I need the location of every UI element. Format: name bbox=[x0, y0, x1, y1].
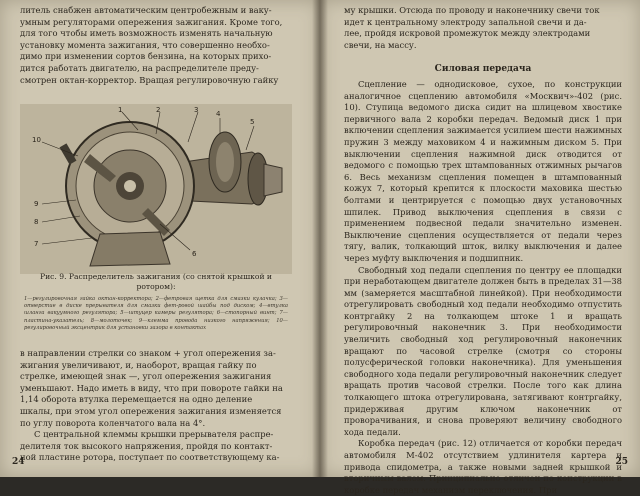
text-line: 1,14 оборота втулка перемещается на одно деление bbox=[20, 394, 253, 405]
figure-caption bbox=[24, 272, 288, 292]
text-line: смотрен октан-корректор. Вращая регулировочную гайку bbox=[20, 74, 279, 85]
text-line: идет к центральному электроду запальной свечи и да- bbox=[344, 16, 587, 27]
section-heading: Силовая передача bbox=[434, 64, 532, 74]
figure-label: 5 bbox=[250, 118, 255, 126]
text-line: му крышки. Отсюда по проводу и наконечнику свечи ток bbox=[344, 5, 600, 15]
text-line: по углу поворота коленчатого вала на 4°. bbox=[20, 417, 206, 428]
distributor-illustration bbox=[20, 104, 292, 274]
text-line: ной пластине ротора, поступает по соответствующему ка- bbox=[20, 452, 280, 463]
left-bottom-text bbox=[20, 348, 292, 464]
paragraph: Коробка передач (рис. 12) отличается от коробки передач автомобиля М-402 отсутствием удлинителя картера и привода спидометра, а также новыми задней крышкой и вторичным валом. Принципиально отличен по конструкции в коробке передач механизм переключения. При bbox=[344, 438, 622, 495]
right-main-text bbox=[344, 79, 622, 496]
paragraph: Сцепление — однодисковое, сухое, по конструкции аналогичное сцеплению автомобиля «Москвич»-402 (рис. 10). Ступица ведомого диска сидит на шлицевом хвостике первичного вала 2 коробки передач. Ведомый диск 1 при включении сцепления зажимается усилием шести нажимных пружин 3 между маховиком 4 и нажимным диском 5. При выключении сцепления нажимной диск отводится от ведомого с помощью трех штампованных отжимных рычагов 6. Весь механизм сцепления помещен в штампованный кожух 7, который крепится к плоскости маховика шестью болтами и центрируется с помощью двух установочных шпилек. Привод выключения сцепления в связи с применением подвесной педали значительно изменен. Выключение сцепления осуществляется от педали через тягу, валик, толкающий шток, вилку выключения и далее через муфту выключения и подшипник. bbox=[344, 79, 622, 263]
figure-label: 9 bbox=[34, 200, 39, 208]
paragraph: Свободный ход педали сцепления по центру ее площадки при неработающем двигателе должен быть в пределах 31—38 мм (замеряется масштабной линейкой). При необходимости отрегулировать свободный ход педали необходимо отпустить контргайку 2 на толкающем штоке 1 и вращать регулировочный наконечник 3. При необходимости увеличить свободный ход регулировочный наконечник вращают по часовой стрелке (смотря со стороны полусферической головки наконечника). Для уменьшения свободного хода педали регулировочный наконечник следует вращать против часовой стрелки. После того как длина толкающего штока отрегулирована, затягивают контргайку, придерживая другим ключом наконечник от проворачивания, и снова проверяют величину свободного хода педали. bbox=[344, 264, 622, 437]
text-line: лее, пройдя искровой промежуток между электродами bbox=[344, 28, 591, 39]
distributor-drawing bbox=[20, 104, 292, 274]
text-line: С центральной клеммы крышки прерывателя распре- bbox=[34, 429, 274, 440]
text-line: литель снабжен автоматическим центробежным и ваку- bbox=[20, 5, 272, 15]
text-line: шкалы, при этом угол опережения зажигания изменяется bbox=[20, 405, 282, 416]
caption-line: Рис. 9. Распределитель зажигания (со снятой крышкой и bbox=[39, 272, 272, 281]
text-line: свечи, на массу. bbox=[344, 39, 417, 50]
right-page bbox=[320, 0, 640, 495]
book-gutter bbox=[312, 0, 328, 477]
text-line: уменьшают. Надо иметь в виду, что при повороте гайки на bbox=[20, 382, 283, 393]
left-top-text bbox=[20, 5, 292, 86]
figure-label: 1 bbox=[118, 106, 123, 114]
figure-label: 8 bbox=[34, 218, 39, 226]
right-top-text bbox=[344, 5, 622, 51]
text-line: в направлении стрелки со знаком + угол опережения за- bbox=[20, 348, 276, 358]
page-number: 24 bbox=[12, 457, 25, 467]
text-line: умным регуляторами опережения зажигания. Кроме того, bbox=[20, 16, 283, 27]
left-page bbox=[0, 0, 320, 477]
text-line: стрелке, имеющей знак —, угол опережения зажигания bbox=[20, 371, 272, 382]
figure-label: 2 bbox=[156, 106, 161, 114]
caption-line: ротором): bbox=[136, 282, 176, 291]
text-line: дится работать двигателю, на распределителе преду- bbox=[20, 62, 259, 73]
figure-label: 10 bbox=[32, 136, 41, 144]
figure-label: 3 bbox=[194, 106, 199, 114]
text-line: делителя ток высокого напряжения, пройдя по контакт- bbox=[20, 440, 273, 451]
figure-label: 6 bbox=[192, 250, 197, 258]
text-line: жигания увеличивают, и, наоборот, вращая гайку по bbox=[20, 359, 257, 370]
text-line: для того чтобы иметь возможность изменять начальную bbox=[20, 28, 273, 39]
figure-legend: 1—регулировочная гайка октан-корректора; 2—фетровая щетка для смазки кулачка; 3—отверстие в диске прерывателя для смазки фет-ровой шайбы под диском; 4—втулка шланга вакуумного регулятора; 5—штуцер камеры регулятора; 6—стопорный винт; 7—пластина-указатель; 8—молоточек; 9—клемма провода низкого напряжения; 10—регулировочный эксцентрик для установки зазора в контактах bbox=[24, 296, 288, 331]
figure-label: 4 bbox=[216, 110, 221, 118]
text-line: установку момента зажигания, что совершенно необхо- bbox=[20, 39, 270, 50]
figure-label: 7 bbox=[34, 240, 39, 248]
page-number: 25 bbox=[615, 457, 628, 467]
text-line: димо при изменении сортов бензина, на которых прихо- bbox=[20, 51, 272, 62]
